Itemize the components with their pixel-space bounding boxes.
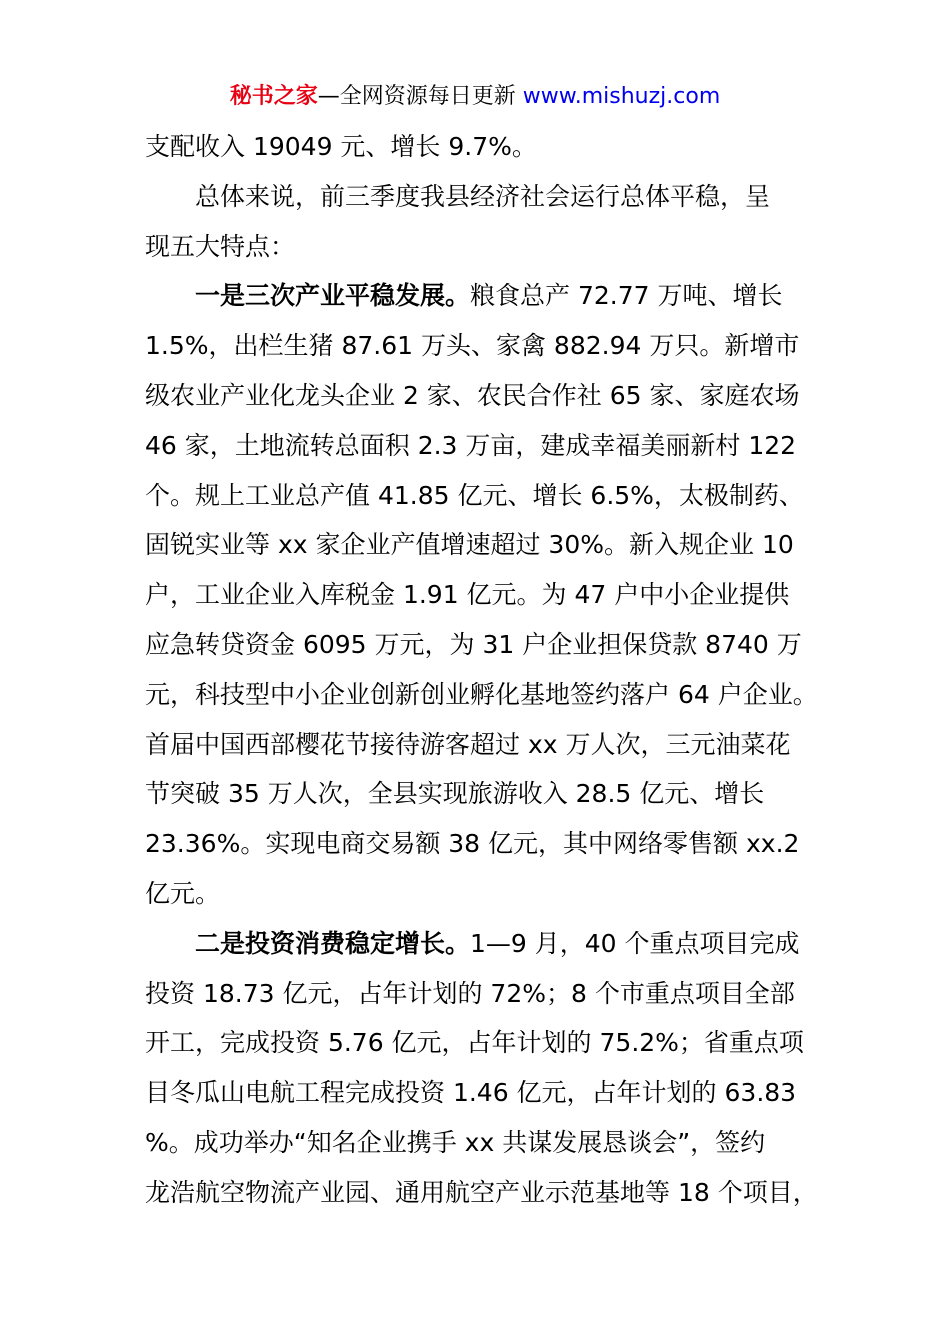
- paragraph-line: 元，科技型中小企业创新创业孵化基地签约落户 64 户企业。: [145, 679, 818, 709]
- paragraph-line: 1.5%，出栏生猪 87.61 万头、家禽 882.94 万只。新增市: [145, 331, 800, 361]
- paragraph-line: 46 家，土地流转总面积 2.3 万亩，建成幸福美丽新村 122: [145, 430, 797, 460]
- paragraph-text: 1—9 月，40 个重点项目完成: [470, 928, 800, 958]
- paragraph-text: 粮食总产 72.77 万吨、增长: [470, 281, 783, 311]
- paragraph-line: 目冬瓜山电航工程完成投资 1.46 亿元，占年计划的 63.83: [145, 1078, 797, 1108]
- site-url-link[interactable]: www.mishuzj.com: [522, 84, 721, 109]
- paragraph-line: 现五大特点：: [145, 231, 296, 261]
- site-name: 秘书之家: [229, 84, 318, 109]
- page-header: [0, 80, 950, 114]
- paragraph-line: 级农业产业化龙头企业 2 家、农民合作社 65 家、家庭农场: [145, 380, 800, 410]
- paragraph-line: 投资 18.73 亿元，占年计划的 72%；8 个市重点项目全部: [145, 978, 795, 1008]
- paragraph-line: 首届中国西部樱花节接待游客超过 xx 万人次，三元油菜花: [145, 729, 791, 759]
- section-heading: 二是投资消费稳定增长。: [195, 928, 471, 958]
- section-heading: 一是三次产业平稳发展。: [195, 281, 471, 311]
- paragraph-line: 23.36%。实现电商交易额 38 亿元，其中网络零售额 xx.2: [145, 829, 800, 859]
- paragraph-line: 龙浩航空物流产业园、通用航空产业示范基地等 18 个项目，: [145, 1177, 818, 1207]
- paragraph-line: %。成功举办“知名企业携手 xx 共谋发展恳谈会”，签约: [145, 1127, 766, 1157]
- paragraph-line: 开工，完成投资 5.76 亿元，占年计划的 75.2%；省重点项: [145, 1028, 804, 1058]
- paragraph-line: 节突破 35 万人次，全县实现旅游收入 28.5 亿元、增长: [145, 779, 765, 809]
- paragraph-line: 亿元。: [145, 878, 221, 908]
- paragraph-line: [145, 271, 835, 321]
- paragraph-line: 固锐实业等 xx 家企业产值增速超过 30%。新入规企业 10: [145, 530, 794, 560]
- site-tagline: —全网资源每日更新: [317, 84, 523, 109]
- paragraph-line: 个。规上工业总产值 41.85 亿元、增长 6.5%，太极制药、: [145, 480, 804, 510]
- paragraph-line: 应急转贷资金 6095 万元，为 31 户企业担保贷款 8740 万: [145, 629, 802, 659]
- document-body: [145, 122, 835, 1218]
- paragraph-line: [145, 919, 835, 969]
- paragraph-line: 总体来说，前三季度我县经济社会运行总体平稳，呈: [195, 181, 771, 211]
- paragraph-line: 户，工业企业入库税金 1.91 亿元。为 47 户中小企业提供: [145, 580, 790, 610]
- paragraph-line: 支配收入 19049 元、增长 9.7%。: [145, 132, 537, 161]
